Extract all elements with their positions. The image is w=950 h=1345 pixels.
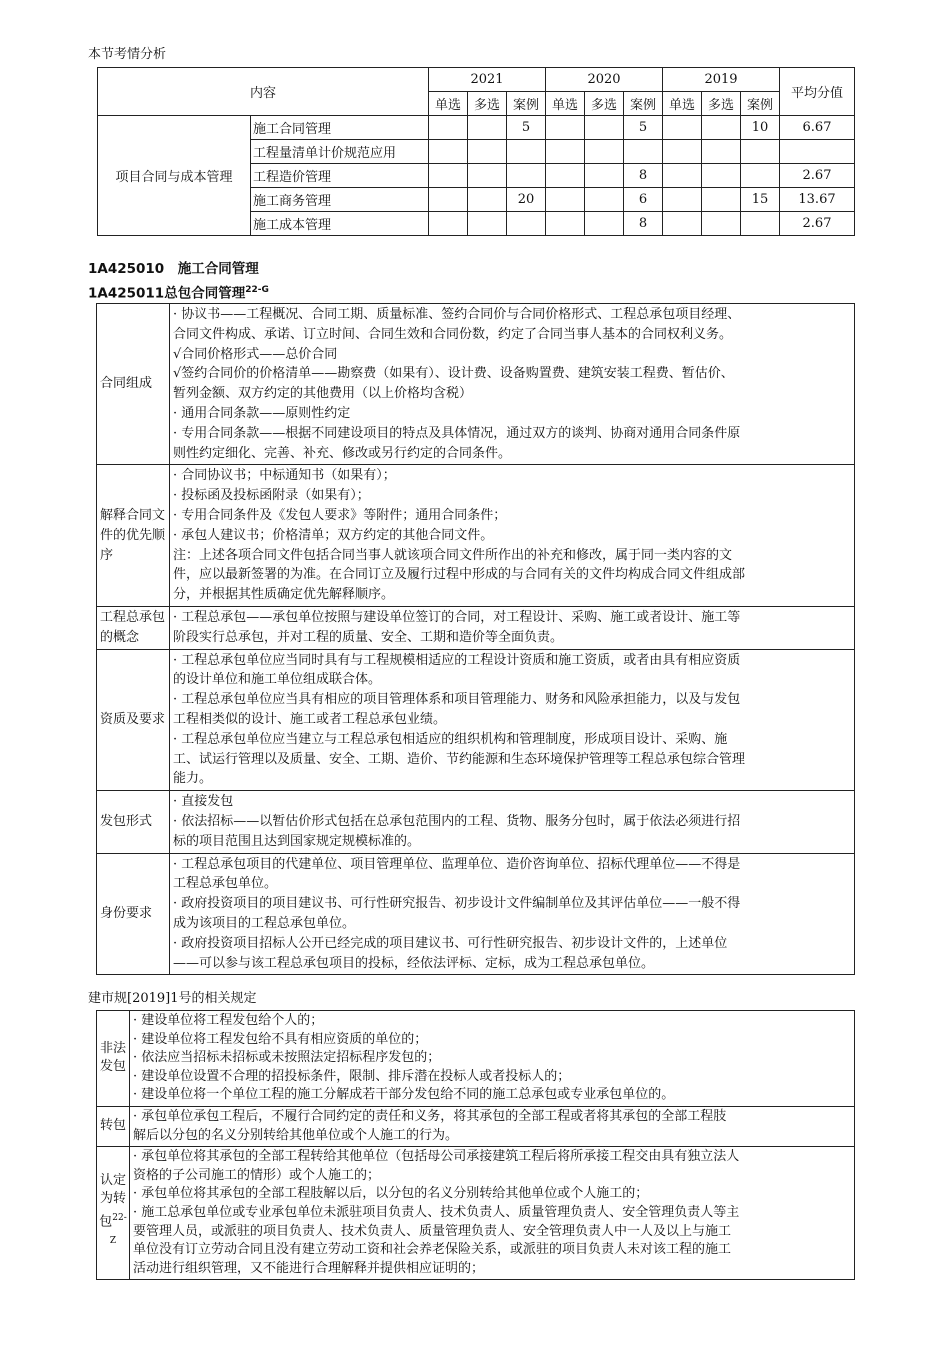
sub-single: 单选 <box>429 92 468 116</box>
stats-cell <box>585 116 624 140</box>
t2-line: · 政府投资项目的项目建议书、可行性研究报告、初步设计文件编制单位及其评估单位——一般不得 <box>173 896 741 912</box>
stats-cell <box>507 164 546 188</box>
t3-key-text: 转包 <box>99 1118 126 1134</box>
stats-cell <box>585 188 624 212</box>
t3-line: · 建设单位将工程发包给个人的； <box>133 1013 324 1028</box>
t2-line: 工、试运行管理以及质量、安全、工期、造价、节约能源和生态环境保护管理等工程总承包综合管理 <box>173 751 746 767</box>
stats-cell <box>702 188 741 212</box>
t2-line: 标的项目范围且达到国家规定规模标准的。 <box>173 833 421 849</box>
stats-cell <box>546 164 585 188</box>
stats-cell <box>429 212 468 236</box>
t3-key <box>97 1011 130 1107</box>
t3-key-tag: 22-Z <box>109 1212 127 1246</box>
t2-line: ——可以参与该工程总承包项目的投标，经依法评标、定标，成为工程总承包单位。 <box>173 955 655 971</box>
t3-line: · 承包单位将其承包的全部工程转给其他单位（包括母公司承接建筑工程后将所承接工程交由具有独立法人 <box>133 1149 740 1165</box>
sub-case: 案例 <box>741 92 780 116</box>
header-year-2020: 2020 <box>546 68 663 92</box>
section-heading: 1A425010 施工合同管理 <box>88 261 259 277</box>
t3-line: 单位没有订立劳动合同且没有建立劳动工资和社会养老保险关系，或派驻的项目负责人未对该工程的施工 <box>133 1242 732 1258</box>
t3-key-text: 认定为转包 <box>99 1172 126 1230</box>
t2-line: · 承包人建议书；价格清单；双方约定的其他合同文件。 <box>173 527 494 543</box>
stats-avg: 2.67 <box>780 164 855 188</box>
stats-cell <box>507 140 546 164</box>
t2-line: 能力。 <box>173 771 213 787</box>
t2-key <box>97 791 170 853</box>
t2-line: · 投标函及投标函附录（如果有）； <box>173 488 370 504</box>
header-year-2019: 2019 <box>663 68 780 92</box>
stats-cell <box>702 116 741 140</box>
t2-content <box>170 606 855 649</box>
t3-line: · 建设单位将一个单位工程的施工分解成若干部分发包给不同的施工总承包或专业承包单位的。 <box>133 1087 675 1103</box>
t2-key <box>97 304 170 465</box>
stats-row-name: 施工商务管理 <box>251 188 429 212</box>
t2-content <box>170 465 855 607</box>
stats-avg: 13.67 <box>780 188 855 212</box>
t3-key-text: 非法发包 <box>99 1040 126 1075</box>
header-avg: 平均分值 <box>780 68 855 116</box>
stats-cell <box>429 140 468 164</box>
stats-cell: 8 <box>624 212 663 236</box>
stats-cell <box>507 212 546 236</box>
stats-cell <box>741 212 780 236</box>
sub-multi: 多选 <box>468 92 507 116</box>
sub-multi: 多选 <box>585 92 624 116</box>
group-label: 项目合同与成本管理 <box>98 116 251 236</box>
subsection-heading <box>88 282 269 303</box>
exam-stats-table <box>97 67 855 236</box>
t2-line: 工程相类似的设计、施工或者工程总承包业绩。 <box>173 711 447 727</box>
t2-line: · 专用合同条件及《发包人要求》等附件；通用合同条件； <box>173 507 507 523</box>
stats-cell <box>741 140 780 164</box>
t2-line: · 通用合同条款——原则性约定 <box>173 405 351 421</box>
t2-line: 工程总承包单位。 <box>173 876 278 892</box>
t2-key-text: 身份要求 <box>100 906 153 921</box>
stats-cell <box>546 188 585 212</box>
stats-cell <box>585 140 624 164</box>
t2-row <box>97 791 855 853</box>
t2-line: 暂列金额、双方约定的其他费用（以上价格均含税） <box>173 386 473 402</box>
sub-case: 案例 <box>507 92 546 116</box>
stats-cell: 6 <box>624 188 663 212</box>
t3-content <box>130 1106 855 1146</box>
t2-content <box>170 304 855 465</box>
stats-cell <box>546 140 585 164</box>
stats-cell <box>663 212 702 236</box>
stats-cell <box>624 140 663 164</box>
t3-key <box>97 1106 130 1146</box>
stats-cell <box>741 164 780 188</box>
subsection-heading-text: 1A425011总包合同管理 <box>88 285 246 302</box>
header-content: 内容 <box>98 68 429 116</box>
stats-cell <box>585 164 624 188</box>
stats-caption: 本节考情分析 <box>88 47 167 62</box>
t2-line: · 专用合同条款——根据不同建设项目的特点及具体情况，通过双方的谈判、协商对通用合同条件原 <box>173 425 741 441</box>
stats-row-name: 施工合同管理 <box>251 116 429 140</box>
t2-line: · 合同协议书；中标通知书（如果有）； <box>173 468 396 484</box>
header-year-2021: 2021 <box>429 68 546 92</box>
t2-key-text: 合同组成 <box>100 376 153 392</box>
t2-line: 则性约定细化、完善、补充、修改或另行约定的合同条件。 <box>173 445 512 461</box>
stats-cell <box>702 212 741 236</box>
stats-cell <box>702 140 741 164</box>
t2-line: 合同文件构成、承诺、订立时间、合同生效和合同份数，约定了合同当事人基本的合同权利义务。 <box>173 326 733 342</box>
t2-line: · 工程总承包单位应当建立与工程总承包相适应的组织机构和管理制度，形成项目设计、采购、施 <box>173 731 728 747</box>
t2-line: 的设计单位和施工单位组成联合体。 <box>173 672 382 688</box>
stats-row-name: 工程造价管理 <box>251 164 429 188</box>
t3-row <box>97 1106 855 1146</box>
t2-line: √签约合同价的价格清单——勘察费（如果有）、设计费、设备购置费、建筑安装工程费、暂估价、 <box>173 366 734 382</box>
stats-cell: 5 <box>507 116 546 140</box>
stats-cell <box>663 164 702 188</box>
t2-line: · 协议书——工程概况、合同工期、质量标准、签约合同价与合同价格形式、工程总承包项目经理、 <box>173 307 741 322</box>
subsection-heading-tag: 22-G <box>245 285 269 295</box>
stats-cell: 20 <box>507 188 546 212</box>
t2-line: √合同价格形式——总价合同 <box>173 346 338 362</box>
stats-cell: 8 <box>624 164 663 188</box>
t3-line: · 依法应当招标未招标或未按照法定招标程序发包的； <box>133 1050 441 1066</box>
sub-multi: 多选 <box>702 92 741 116</box>
t2-key <box>97 465 170 607</box>
stats-cell <box>468 140 507 164</box>
stats-cell <box>468 188 507 212</box>
stats-cell <box>468 212 507 236</box>
regulation-table <box>96 1010 855 1280</box>
stats-cell: 10 <box>741 116 780 140</box>
t3-content <box>130 1011 855 1107</box>
t2-key-text: 工程总承包的概念 <box>100 609 166 645</box>
t3-line: 要管理人员，或派驻的项目负责人、技术负责人、质量管理负责人、安全管理负责人中一人及以上与施工 <box>133 1223 732 1239</box>
stats-row-name: 施工成本管理 <box>251 212 429 236</box>
stats-cell <box>546 116 585 140</box>
sub-case: 案例 <box>624 92 663 116</box>
t2-row <box>97 853 855 975</box>
t2-key <box>97 606 170 649</box>
t2-line: · 直接发包 <box>173 794 234 810</box>
t2-line: · 工程总承包——承包单位按照与建设单位签订的合同，对工程设计、采购、施工或者设计、施工等 <box>173 609 741 625</box>
t2-row <box>97 304 855 465</box>
t2-line: 件，应以最新签署的为准。在合同订立及履行过程中形成的与合同有关的文件均构成合同文件组成部 <box>173 567 746 583</box>
stats-cell <box>702 164 741 188</box>
t3-content <box>130 1147 855 1280</box>
t3-row <box>97 1147 855 1280</box>
t2-line: · 依法招标——以暂估价形式包括在总承包范围内的工程、货物、服务分包时，属于依法必须进行招 <box>173 813 741 829</box>
stats-cell <box>546 212 585 236</box>
t2-key-text: 发包形式 <box>100 813 153 829</box>
t2-row <box>97 465 855 607</box>
stats-cell <box>468 164 507 188</box>
t2-key-text: 资质及要求 <box>100 711 166 727</box>
t2-row <box>97 606 855 649</box>
stats-cell <box>663 188 702 212</box>
t3-line: · 施工总承包单位或专业承包单位未派驻项目负责人、技术负责人、质量管理负责人、安全管理负责人等主 <box>133 1204 740 1220</box>
stats-cell <box>468 116 507 140</box>
stats-cell <box>585 212 624 236</box>
t2-line: 成为该项目的工程总承包单位。 <box>173 915 356 931</box>
t3-line: · 建设单位设置不合理的招投标条件，限制、排斥潜在投标人或者投标人的； <box>133 1068 571 1084</box>
t2-content <box>170 649 855 791</box>
t2-line: · 政府投资项目招标人公开已经完成的项目建议书、可行性研究报告、初步设计文件的，上述单位 <box>173 935 728 951</box>
stats-avg: 2.67 <box>780 212 855 236</box>
t2-key <box>97 853 170 975</box>
t3-line: 资格的子公司施工的情形）或个人施工的； <box>133 1167 381 1183</box>
stats-cell <box>663 140 702 164</box>
t2-row <box>97 649 855 791</box>
stats-avg <box>780 140 855 164</box>
t2-line: · 工程总承包项目的代建单位、项目管理单位、监理单位、造价咨询单位、招标代理单位——不得是 <box>173 856 741 872</box>
t2-line: · 工程总承包单位应当同时具有与工程规模相适应的工程设计资质和施工资质，或者由具有相应资质 <box>173 652 741 668</box>
stats-cell <box>429 188 468 212</box>
stats-row-name: 工程量清单计价规范应用 <box>251 140 429 164</box>
stats-cell: 5 <box>624 116 663 140</box>
t2-line: 阶段实行总承包，并对工程的质量、安全、工期和造价等全面负责。 <box>173 629 564 645</box>
t2-key-text: 解释合同文件的优先顺序 <box>100 507 166 563</box>
t2-key <box>97 649 170 791</box>
t2-content <box>170 791 855 853</box>
t3-row <box>97 1011 855 1107</box>
t3-line: · 建设单位将工程发包给不具有相应资质的单位的； <box>133 1031 428 1047</box>
sub-single: 单选 <box>663 92 702 116</box>
t3-line: 解后以分包的名义分别转给其他单位或个人施工的行为。 <box>133 1127 459 1143</box>
t2-line: · 工程总承包单位应当具有相应的项目管理体系和项目管理能力、财务和风险承担能力，以及与发包 <box>173 692 741 708</box>
t3-key <box>97 1147 130 1280</box>
general-contract-table <box>96 303 855 975</box>
stats-cell <box>663 116 702 140</box>
sub-single: 单选 <box>546 92 585 116</box>
t2-line: 注：上述各项合同文件包括合同当事人就该项合同文件所作出的补充和修改，属于同一类内容的文 <box>173 547 733 563</box>
stats-avg: 6.67 <box>780 116 855 140</box>
t2-content <box>170 853 855 975</box>
stats-cell <box>429 164 468 188</box>
stats-cell: 15 <box>741 188 780 212</box>
regulation-caption: 建市规[2019]1号的相关规定 <box>88 991 257 1006</box>
stats-row <box>98 116 855 140</box>
t3-line: 活动进行组织管理，又不能进行合理解释并提供相应证明的； <box>133 1260 485 1276</box>
t3-line: · 承包单位承包工程后，不履行合同约定的责任和义务，将其承包的全部工程或者将其承包的全部工程肢 <box>133 1108 727 1124</box>
stats-cell <box>429 116 468 140</box>
t2-line: 分，并根据其性质确定优先解释顺序。 <box>173 587 395 603</box>
t3-line: · 承包单位将其承包的全部工程肢解以后，以分包的名义分别转给其他单位或个人施工的； <box>133 1186 649 1202</box>
